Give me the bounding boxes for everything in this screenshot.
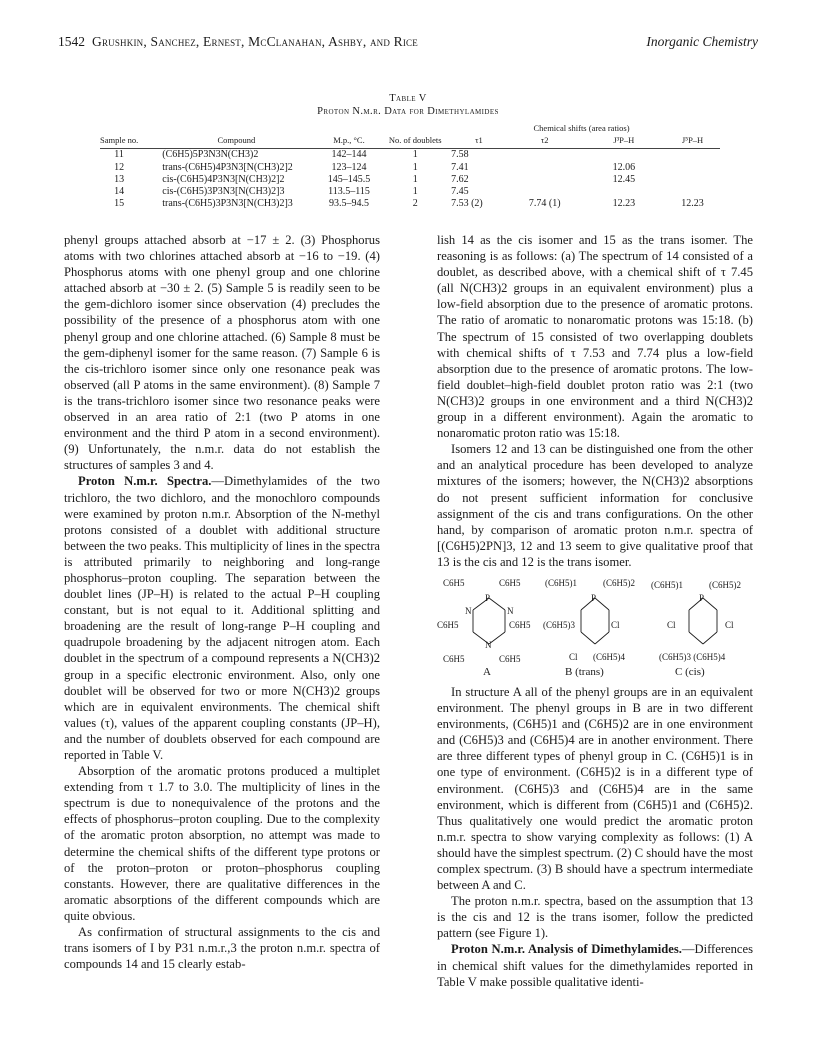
- atom-n: N: [485, 639, 492, 650]
- col-header-shifts: Chemical shifts (area ratios): [533, 123, 630, 133]
- cell-tau1: 7.53 (2): [451, 198, 483, 210]
- cell-mp: 142–144: [331, 149, 367, 161]
- cell-tau1: 7.62: [451, 173, 469, 185]
- cell-compound: (C6H5)5P3N3N(CH3)2: [162, 149, 259, 161]
- paragraph: lish 14 as the cis isomer and 15 as the trans isomer. The reasoning is as follows: (a) The spectrum of 14 consisted of a doublet, as described above, with a chemical shift of τ 7.45 (all N(CH3)2 groups in an equivalent environment) plus a low-field absorption due to the presence of aromatic protons. The ratio of aromatic to nonaromatic protons was 15:18. (b) The spectrum of 15 consisted of two overlapping doublets with chemical shifts of τ 7.53 and 7.74 plus a low-field absorption due to the presence of aromatic protons. The low-field doublet–high-field doublet proton ratio was 2:1 (two N(CH3)2 groups in one environment and a third N(CH3)2 group in a different environment). Again the aromatic to nonaromatic proton ratio was 15:18.: [437, 233, 753, 441]
- phenyl-label: C6H5: [443, 653, 465, 664]
- table-row: [100, 149, 720, 162]
- cell-doublets: 1: [412, 161, 418, 173]
- cell-j3: [583, 149, 665, 162]
- cell-tau2: [507, 162, 583, 174]
- atom-n: N: [507, 605, 514, 616]
- cell-tau2: [507, 186, 583, 198]
- phenyl-label: (C6H5)4: [593, 651, 625, 662]
- cell-compound: trans-(C6H5)4P3N3[N(CH3)2]2: [162, 161, 293, 173]
- cell-tau1: 7.58: [451, 149, 469, 161]
- cell-mp: 113.5–115: [328, 186, 370, 198]
- section-heading: Proton N.m.r. Spectra.: [78, 474, 212, 489]
- cell-tau2: [507, 174, 583, 186]
- chlorine-label: Cl: [569, 651, 578, 662]
- cell-sample: 15: [114, 198, 125, 210]
- structure-figures: [437, 576, 753, 682]
- cell-doublets: 1: [412, 186, 418, 198]
- cell-compound: cis-(C6H5)4P3N3[N(CH3)2]2: [162, 173, 285, 185]
- col-header-doublets: No. of doublets: [388, 135, 442, 146]
- chlorine-label: Cl: [725, 619, 734, 630]
- atom-n: N: [465, 605, 472, 616]
- phenyl-label: (C6H5)3 (C6H5)4: [659, 651, 726, 662]
- cell-j3: 12.45: [612, 173, 636, 185]
- cell-sample: 14: [114, 186, 125, 198]
- structure-c-label: C (cis): [675, 665, 705, 678]
- table-title: Table V: [389, 93, 427, 104]
- col-header-mp: M.p., °C.: [333, 135, 365, 146]
- atom-p: P: [485, 592, 491, 603]
- cell-j3: 12.23: [612, 198, 636, 210]
- cell-tau1: 7.45: [451, 186, 469, 198]
- col-header-tau2: τ2: [540, 135, 549, 146]
- journal-name: Inorganic Chemistry: [646, 34, 758, 49]
- phenyl-label: (C6H5)3: [543, 619, 575, 630]
- atom-p: P: [699, 592, 705, 603]
- col-header-tau1: τ1: [475, 135, 483, 146]
- phenyl-label: (C6H5)2: [709, 579, 741, 590]
- cell-tau1: 7.41: [451, 161, 469, 173]
- phenyl-label: C6H5: [509, 619, 531, 630]
- cell-mp: 145–145.5: [327, 173, 371, 185]
- cell-tau2: 7.74 (1): [528, 198, 561, 210]
- section-heading: Proton N.m.r. Analysis of Dimethylamides.: [451, 942, 682, 957]
- cell-j5: [665, 174, 720, 186]
- cell-j3: 12.06: [612, 161, 636, 173]
- table-row: [100, 162, 720, 174]
- structure-a-label: A: [483, 665, 491, 678]
- col-header-j3: J³P–H: [613, 135, 635, 146]
- paragraph: The proton n.m.r. spectra, based on the assumption that 13 is the cis and 12 is the trans isomer, follow the predicted pattern (see Figure 1).: [437, 894, 753, 941]
- chlorine-label: Cl: [611, 619, 620, 630]
- paragraph: [437, 941, 753, 989]
- page-number: 1542: [58, 34, 85, 49]
- phenyl-label: (C6H5)1: [651, 579, 683, 590]
- col-header-sample: Sample no.: [100, 135, 139, 146]
- atom-p: P: [591, 592, 597, 603]
- paragraph: phenyl groups attached absorb at −17 ± 2. (3) Phosphorus atoms with two chlorines attached absorb at −16 to −19. (4) Phosphorus atoms with one phenyl group and one chlorine attached absorb at −30 ± 2. (5) Sample 5 is readily seen to be the gem-dichloro isomer since observation (4) precludes the possibility of the presence of a phosphorus atom with one phenyl group and one chlorine attached. (6) Sample 8 must be the gem-diphenyl isomer for the same reason. (7) Sample 6 is the cis-trichloro isomer since only one resonance peak was observed (all P atoms in the same environment). (8) Sample 7 is the trans-trichloro isomer since two resonance peaks were observed in an area ratio of 2:1 (two P atoms in one environment and the third P atom in a second environment). (9) Unfortunately, the n.m.r. data do not establish the structures of samples 3 and 4.: [64, 233, 380, 473]
- structure-b-diagram: [541, 576, 649, 664]
- cell-compound: cis-(C6H5)3P3N3[N(CH3)2]3: [162, 186, 285, 198]
- table-v: [100, 122, 720, 210]
- table-row: [100, 186, 720, 198]
- table-subtitle: Proton N.m.r. Data for Dimethylamides: [317, 106, 499, 117]
- cell-doublets: 1: [412, 149, 418, 161]
- paragraph: Isomers 12 and 13 can be distinguished one from the other and an analytical procedure has been developed to analyze mixtures of the isomers; however, the N(CH3)2 absorptions do not present sufficient information for conclusive assignment of the cis and trans configurations. On the other hand, by comparison of aromatic proton n.m.r. spectra of [(C6H5)2PN]3, 12 and 13 seem to give qualitative proof that 13 is the cis and 12 is the trans isomer.: [437, 442, 753, 569]
- paragraph-text: —Differences in chemical shift values for the dimethylamides reported in Table V make possible qualitative identi-: [437, 942, 753, 989]
- paragraph: Absorption of the aromatic protons produced a multiplet extending from τ 1.7 to 3.0. The multiplicity of lines in the spectrum is due to nonequivalence of the protons and the effects of phosphorus–proton coupling. Due to the complexity of the aromatic proton absorption, no attempt was made to determine the chemical shifts of the different type protons or of the proton–proton or proton–phosphorus coupling constants. However, there are qualitative differences in the aromatic absorptions of the different compounds which are quite obvious.: [64, 764, 380, 923]
- phenyl-label: C6H5: [443, 577, 465, 588]
- chlorine-label: Cl: [667, 619, 676, 630]
- table-row: [100, 198, 720, 210]
- left-column: [64, 232, 380, 972]
- structure-b-label: B (trans): [565, 665, 604, 678]
- col-header-j5: J⁵P–H: [681, 135, 704, 146]
- paragraph-text: —Dimethylamides of the two trichloro, the two dichloro, and the monochloro compounds were examined by proton n.m.r. Absorption of the N-methyl protons consisted of a doublet with additional structure between the two peaks. This multiplicity of lines in the spectra is attributed primarily to neighboring and long-range phosphorus–proton coupling. The separation between the doublet lines (JP–H) is related to the actual P–H coupling constant, but is not equal to it. Additional splitting and broadening are the result of long-range P–H coupling and quadrupole broadening by the adjacent nitrogen atom. Each doublet in the spectrum of a compound represents a N(CH3)2 group in a specific electronic environment. Also, only one doublet will be observed for two or more N(CH3)2 groups which are in equivalent environments. The chemical shift values (τ), values of the apparent coupling constants (JP–H), and the number of doublets observed for each compound are reported in Table V.: [64, 474, 380, 762]
- paragraph: [64, 473, 380, 763]
- cell-mp: 123–124: [331, 161, 367, 173]
- right-column: [437, 232, 753, 990]
- running-authors: Grushkin, Sanchez, Ernest, McClanahan, Ashby, and Rice: [92, 34, 418, 49]
- cell-mp: 93.5–94.5: [328, 198, 369, 210]
- cell-doublets: 2: [412, 198, 418, 210]
- table-row: [100, 174, 720, 186]
- structure-a-diagram: [437, 576, 541, 664]
- cell-compound: trans-(C6H5)3P3N3[N(CH3)2]3: [162, 198, 293, 210]
- phenyl-label: C6H5: [499, 653, 521, 664]
- cell-doublets: 1: [412, 173, 418, 185]
- cell-j5: [665, 162, 720, 174]
- cell-sample: 13: [114, 173, 125, 185]
- col-header-compound: Compound: [217, 135, 256, 146]
- phenyl-label: (C6H5)2: [603, 577, 635, 588]
- cell-tau2: [507, 149, 583, 162]
- paragraph: In structure A all of the phenyl groups are in an equivalent environment. The phenyl groups in B are in two different environments, (C6H5)1 and (C6H5)2 are in one environment and (C6H5)3 and (C6H5)4 are in another environment. There are three different types of phenyl group in C. (C6H5)1 is in one type of environment. (C6H5)2 is in a different type of environment. (C6H5)3 and (C6H5)4 are in the same environment, which is different from (C6H5)1 and (C6H5)2. Thus qualitatively one would predict the aromatic proton n.m.r. spectra to show varying complexity as follows: (1) A should have the simplest spectrum. (2) C should have the most complex spectrum. (3) B should have a spectrum intermediate between A and C.: [437, 684, 753, 893]
- cell-j5: 12.23: [681, 198, 704, 210]
- cell-j5: [665, 186, 720, 198]
- paragraph: As confirmation of structural assignments to the cis and trans isomers of I by P31 n.m.r.,3 the proton n.m.r. spectra of compounds 14 and 15 clearly estab-: [64, 925, 380, 972]
- phenyl-label: C6H5: [499, 577, 521, 588]
- table-caption: [0, 92, 816, 118]
- cell-j3: [583, 186, 665, 198]
- cell-sample: 11: [114, 149, 124, 161]
- cell-sample: 12: [114, 161, 125, 173]
- phenyl-label: C6H5: [437, 619, 459, 630]
- phenyl-label: (C6H5)1: [545, 577, 577, 588]
- running-header: [58, 34, 758, 54]
- cell-j5: [665, 149, 720, 162]
- structure-c-diagram: [649, 576, 753, 664]
